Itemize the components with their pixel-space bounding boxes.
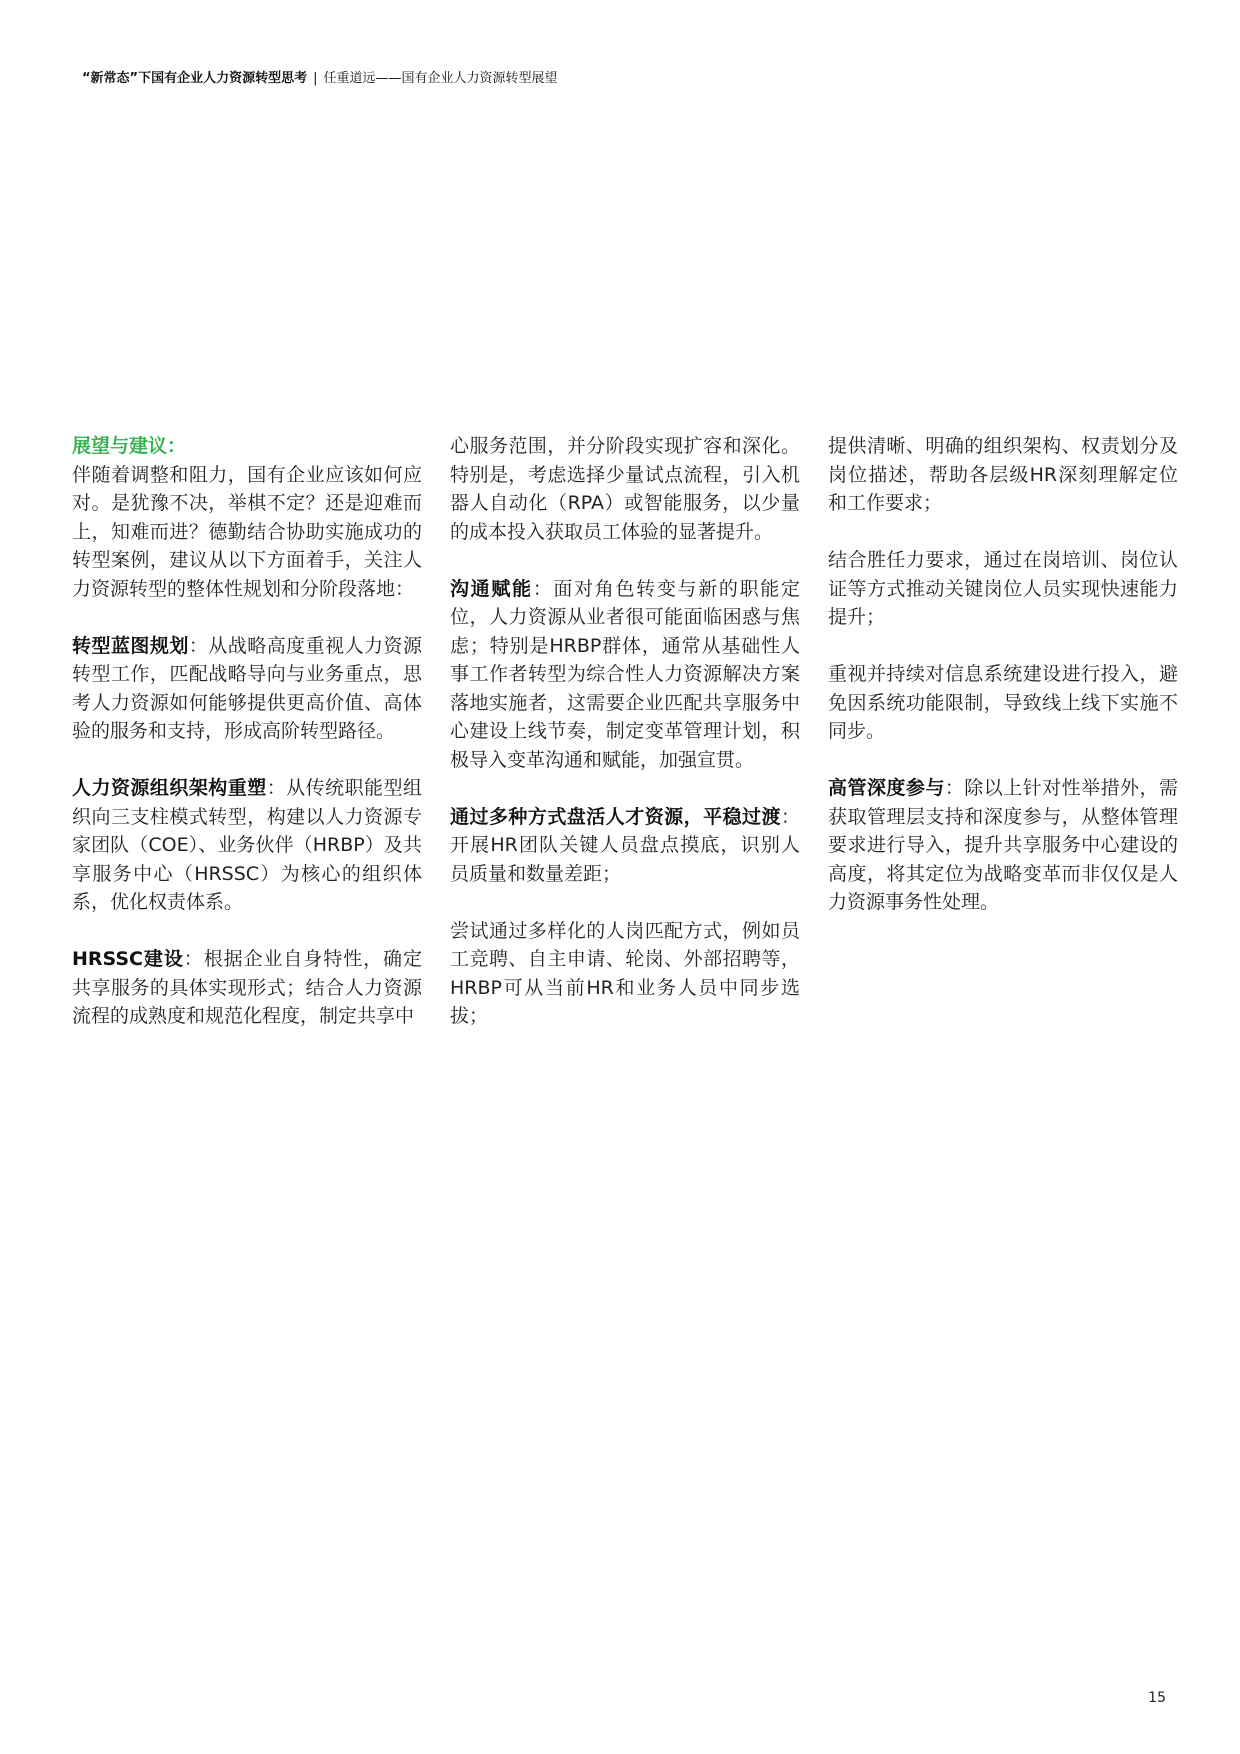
lead-hrssc: HRSSC建设 <box>72 948 184 970</box>
text-communication: ：面对角色转变与新的职能定位，人力资源从业者很可能面临困惑与焦虑；特别是HRBP群体，通常从基础性人事工作者转型为综合性人力资源解决方案落地实施者，这需要企业匹配共享服务中心建设上线节奏，制定变革管理计划，积极导入变革沟通和赋能，加强宣贯。 <box>450 577 800 771</box>
section-title: 任重道远——国有企业人力资源转型展望 <box>323 71 558 86</box>
paragraph-executive <box>828 774 1178 917</box>
paragraph-it-systems <box>828 660 1178 746</box>
text-column-1 <box>72 432 422 1031</box>
page-number: 15 <box>1148 1690 1166 1706</box>
text-matching: 尝试通过多样化的人岗匹配方式，例如员工竞聘、自主申请、轮岗、外部招聘等，HRBP可从当前HR和业务人员中同步选拔； <box>450 919 800 1027</box>
paragraph-matching <box>450 917 800 1031</box>
text-it-systems: 重视并持续对信息系统建设进行投入，避免因系统功能限制，导致线上线下实施不同步。 <box>828 663 1178 742</box>
paragraph-hrssc-continued <box>450 432 800 546</box>
text-org-reshape: ：从传统职能型组织向三支柱模式转型，构建以人力资源专家团队（COE）、业务伙伴（HRBP）及共享服务中心（HRSSC）为核心的组织体系，优化权责体系。 <box>72 777 422 913</box>
lead-executive: 高管深度参与 <box>828 777 945 799</box>
text-column-2 <box>450 432 800 1031</box>
intro-paragraph <box>72 432 422 603</box>
text-blueprint: ：从战略高度重视人力资源转型工作，匹配战略导向与业务重点，思考人力资源如何能够提供更高价值、高体验的服务和支持，形成高阶转型路径。 <box>72 634 422 742</box>
paragraph-talent <box>450 803 800 889</box>
text-hrssc: ：根据企业自身特性，确定共享服务的具体实现形式；结合人力资源流程的成熟度和规范化程度，制定共享中 <box>72 948 422 1027</box>
paragraph-org-clarity <box>828 432 1178 518</box>
document-title: “新常态”下国有企业人力资源转型思考 <box>82 71 308 86</box>
paragraph-competency <box>828 546 1178 632</box>
text-hrssc-continued: 心服务范围，并分阶段实现扩容和深化。特别是，考虑选择少量试点流程，引入机器人自动化（RPA）或智能服务，以少量的成本投入获取员工体验的显著提升。 <box>450 435 800 543</box>
section-heading: 展望与建议： <box>72 435 187 457</box>
text-org-clarity: 提供清晰、明确的组织架构、权责划分及岗位描述，帮助各层级HR深刻理解定位和工作要求； <box>828 435 1178 514</box>
paragraph-blueprint <box>72 632 422 746</box>
lead-org-reshape: 人力资源组织架构重塑 <box>72 777 267 799</box>
intro-text: 伴随着调整和阻力，国有企业应该如何应对。是犹豫不决，举棋不定？还是迎难而上，知难而进？德勤结合协助实施成功的转型案例，建议从以下方面着手，关注人力资源转型的整体性规划和分阶段落地： <box>72 463 422 600</box>
lead-communication: 沟通赋能 <box>450 577 533 600</box>
paragraph-hrssc <box>72 945 422 1031</box>
text-executive: ：除以上针对性举措外，需获取管理层支持和深度参与，从整体管理要求进行导入，提升共享服务中心建设的高度，将其定位为战略变革而非仅仅是人力资源事务性处理。 <box>828 777 1178 913</box>
paragraph-communication <box>450 575 800 775</box>
lead-talent: 通过多种方式盘活人才资源，平稳过渡 <box>450 805 781 828</box>
text-competency: 结合胜任力要求，通过在岗培训、岗位认证等方式推动关键岗位人员实现快速能力提升； <box>828 549 1178 628</box>
text-talent: ：开展HR团队关键人员盘点摸底，识别人员质量和数量差距； <box>450 805 800 885</box>
running-header <box>82 70 558 88</box>
text-column-3 <box>828 432 1178 917</box>
lead-blueprint: 转型蓝图规划 <box>72 634 189 657</box>
paragraph-org-reshape <box>72 774 422 917</box>
header-separator: | <box>313 71 318 86</box>
